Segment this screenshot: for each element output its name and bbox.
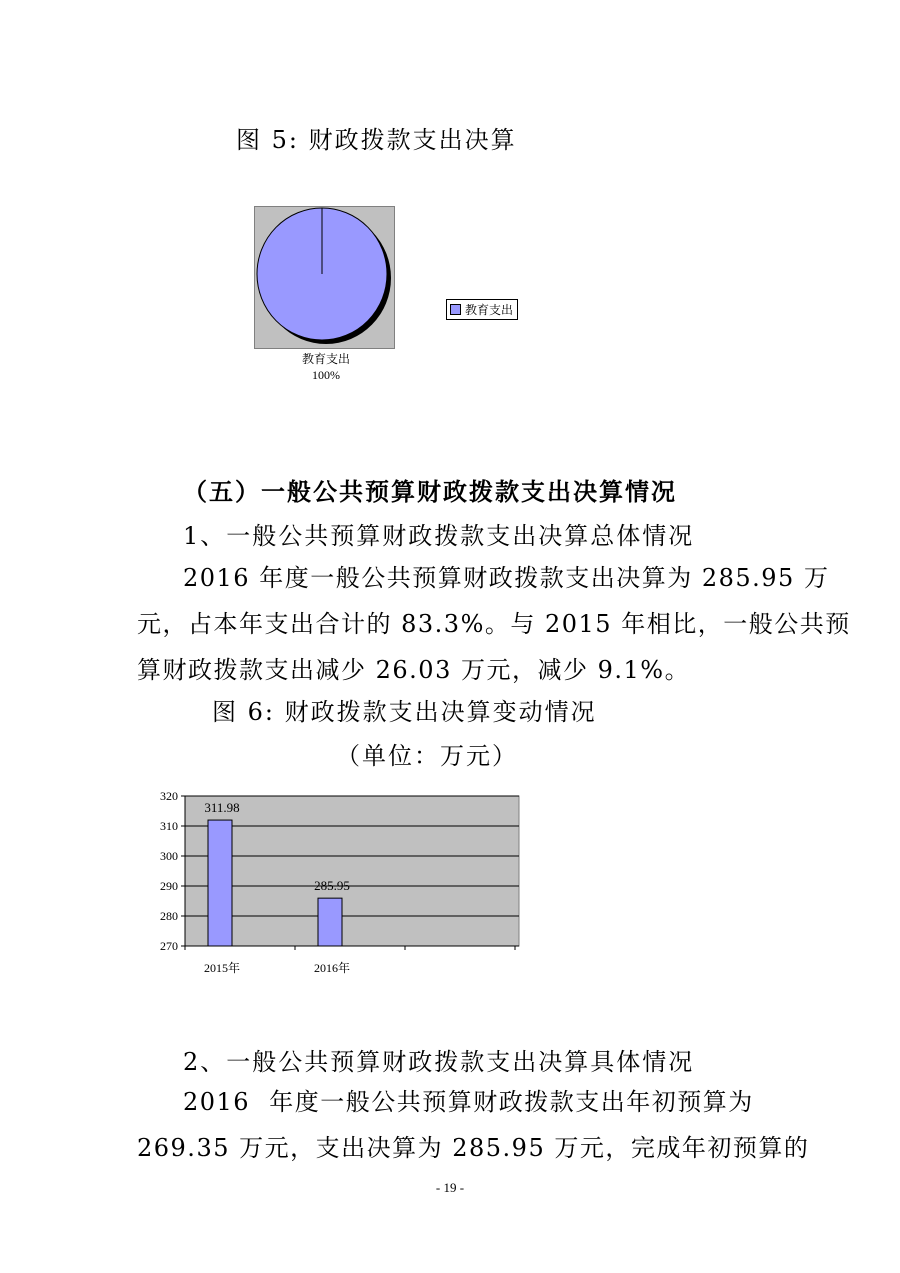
subsection-2-title: 2、一般公共预算财政拨款支出决算具体情况: [183, 1048, 695, 1076]
pie-slice-label: 教育支出: [301, 352, 350, 366]
para1-line3: 算财政拨款支出减少 26.03 万元，减少 9.1%。: [137, 656, 691, 684]
bar-value-label: 285.95: [314, 878, 350, 894]
y-tick-label: 310: [160, 819, 178, 833]
y-tick-label: 320: [160, 789, 178, 803]
x-category-label: 2015年: [203, 961, 241, 975]
x-category-label: 2016年: [313, 961, 351, 975]
para2-line1: 2016 年度一般公共预算财政拨款支出年初预算为: [183, 1088, 754, 1116]
bar: [208, 820, 232, 946]
y-tick-label: 280: [160, 909, 178, 923]
para1-line1: 2016 年度一般公共预算财政拨款支出决算为 285.95 万: [183, 564, 830, 592]
figure-6-caption: 图 6: 财政拨款支出决算变动情况: [212, 698, 597, 726]
y-tick-label: 300: [160, 849, 178, 863]
bar: [318, 898, 342, 946]
bar-plot-area: [185, 796, 519, 946]
y-tick-label: 290: [160, 879, 178, 893]
page-number: - 19 -: [435, 1180, 465, 1195]
subsection-1-title: 1、一般公共预算财政拨款支出决算总体情况: [183, 522, 695, 550]
figure-5-caption: 图 5: 财政拨款支出决算: [236, 126, 517, 154]
para1-line2: 元，占本年支出合计的 83.3%。与 2015 年相比，一般公共预: [137, 610, 851, 638]
pie-slice-percent: 100%: [312, 368, 340, 382]
pie-chart: [254, 206, 396, 350]
bar-chart: [140, 780, 540, 980]
legend-swatch: [450, 304, 461, 315]
pie-legend: [446, 299, 518, 320]
y-tick-label: 270: [160, 939, 178, 953]
bar-value-label: 311.98: [204, 800, 240, 816]
section-heading: （五）一般公共预算财政拨款支出决算情况: [183, 478, 677, 506]
figure-6-unit: （单位：万元）: [336, 742, 518, 770]
legend-label: 教育支出: [465, 303, 514, 317]
para2-line2: 269.35 万元，支出决算为 285.95 万元，完成年初预算的: [137, 1134, 810, 1162]
